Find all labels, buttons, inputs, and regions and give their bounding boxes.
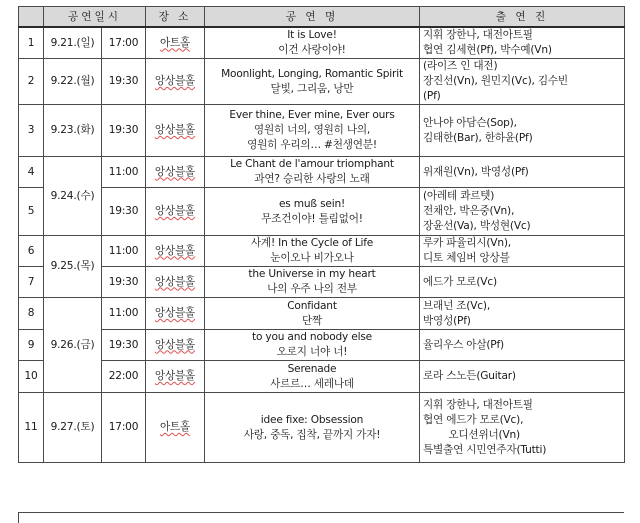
venue-label: 앙상블홀 — [154, 338, 196, 351]
performer-line: 지휘 장한나, 대전아트필 — [423, 398, 533, 411]
performer-line: 전채안, 박은중(Vn), — [423, 205, 515, 217]
performance-time: 19:30 — [102, 105, 146, 157]
title-line: 사랑, 중독, 집착, 끝까지 가자! — [243, 428, 381, 441]
title-line: 나의 우주 나의 전부 — [267, 283, 357, 295]
header-performers: 출 연 진 — [420, 7, 625, 28]
title-line: to you and nobody else — [252, 331, 372, 343]
header-datetime: 공연일시 — [44, 7, 146, 28]
title-line: 이건 사랑이야! — [278, 44, 346, 56]
table-row — [19, 361, 625, 393]
performer-line: 협연 에드가 모로(Vc), — [423, 413, 524, 426]
performance-venue — [146, 157, 205, 188]
row-number: 1 — [19, 27, 44, 59]
performer-line: 장윤선(Va), 박성현(Vc) — [423, 220, 531, 232]
performer-line: 율리우스 아살(Pf) — [423, 338, 504, 351]
row-number: 6 — [19, 236, 44, 267]
title-line: idee fixe: Obsession — [260, 413, 364, 426]
performance-title — [205, 393, 420, 463]
performance-time: 11:00 — [102, 157, 146, 188]
performance-venue — [146, 393, 205, 463]
performer-line: 브래넌 조(Vc), — [423, 299, 491, 312]
title-line: 오로지 너야 너! — [276, 346, 348, 358]
bottom-corner-tick — [18, 512, 19, 523]
title-line: 과연? 승리한 사랑의 노래 — [254, 173, 370, 185]
performance-title — [205, 330, 420, 361]
title-line: 사르르… 세레나데 — [270, 377, 354, 390]
performance-date: 9.23.(화) — [44, 105, 102, 157]
row-number: 9 — [19, 330, 44, 361]
table-row — [19, 27, 625, 59]
table-row — [19, 393, 625, 463]
performer-line: 디토 체임버 앙상블 — [423, 252, 510, 264]
header-row — [19, 7, 625, 28]
performer-line: 안나야 아담슨(Sop), — [423, 116, 517, 129]
performers — [420, 59, 625, 105]
title-line: 영원히 우리의… #천생연분! — [247, 139, 377, 151]
performance-title — [205, 267, 420, 298]
row-number: 10 — [19, 361, 44, 393]
performance-time: 22:00 — [102, 361, 146, 393]
title-line: Ever thine, Ever mine, Ever ours — [229, 109, 395, 121]
performance-time: 19:30 — [102, 59, 146, 105]
performer-line: (Pf) — [423, 90, 441, 102]
table-row — [19, 157, 625, 188]
table-row — [19, 59, 625, 105]
row-number: 3 — [19, 105, 44, 157]
performer-line: 김태한(Bar), 한하윤(Pf) — [423, 131, 533, 144]
row-number: 2 — [19, 59, 44, 105]
title-line: Serenade — [287, 362, 337, 375]
row-number: 5 — [19, 188, 44, 236]
venue-label: 앙상블홀 — [154, 75, 196, 87]
performance-time: 17:00 — [102, 393, 146, 463]
performer-line: (아레테 콰르텟) — [423, 190, 495, 202]
title-line: 달빛, 그리움, 낭만 — [270, 82, 354, 95]
performer-line: 박영성(Pf) — [423, 314, 471, 327]
table-row — [19, 105, 625, 157]
performance-date: 9.25.(목) — [44, 236, 102, 298]
performance-title — [205, 105, 420, 157]
table-row — [19, 330, 625, 361]
venue-label: 앙상블홀 — [154, 205, 196, 217]
performance-title — [205, 157, 420, 188]
venue-label: 앙상블홀 — [154, 370, 196, 382]
venue-label: 아트홀 — [159, 421, 191, 433]
performance-title — [205, 236, 420, 267]
bottom-border — [18, 512, 624, 513]
performance-title — [205, 27, 420, 59]
performance-title — [205, 188, 420, 236]
performer-line: 지휘 장한나, 대전아트필 — [423, 29, 533, 41]
header-venue: 장 소 — [146, 7, 205, 28]
performance-schedule-table — [18, 6, 625, 463]
performers — [420, 105, 625, 157]
title-line: 무조건이야! 틀림없어! — [261, 212, 363, 225]
header-title: 공 연 명 — [205, 7, 420, 28]
performers — [420, 298, 625, 330]
performance-title — [205, 361, 420, 393]
title-line: 단짝 — [301, 314, 323, 327]
table-row — [19, 188, 625, 236]
venue-label: 앙상블홀 — [154, 307, 196, 319]
performer-line: 협연 김세현(Pf), 박수예(Vn) — [423, 44, 552, 56]
title-line: 영원히 너의, 영원히 나의, — [253, 124, 371, 136]
performance-venue — [146, 188, 205, 236]
performance-time: 17:00 — [102, 27, 146, 59]
performers — [420, 330, 625, 361]
performance-venue — [146, 330, 205, 361]
performance-time: 11:00 — [102, 298, 146, 330]
header-number — [19, 7, 44, 28]
performance-venue — [146, 361, 205, 393]
performer-line: 루카 파율리시(Vn), — [423, 237, 511, 249]
performance-venue — [146, 236, 205, 267]
performance-title — [205, 298, 420, 330]
performer-line: 위재원(Vn), 박영성(Pf) — [423, 165, 529, 178]
venue-label: 아트홀 — [159, 36, 191, 49]
table-row — [19, 236, 625, 267]
row-number: 4 — [19, 157, 44, 188]
performance-venue — [146, 27, 205, 59]
performance-time: 19:30 — [102, 330, 146, 361]
performance-time: 11:00 — [102, 236, 146, 267]
venue-label: 앙상블홀 — [154, 244, 196, 257]
performance-time: 19:30 — [102, 188, 146, 236]
performance-title — [205, 59, 420, 105]
performer-line: 에드가 모로(Vc) — [423, 275, 497, 288]
performer-line: (라이즈 인 대전) — [423, 60, 498, 72]
title-line: 눈이오나 비가오나 — [270, 252, 354, 264]
performers — [420, 236, 625, 267]
performance-venue — [146, 267, 205, 298]
performer-line: 장진선(Vn), 원민지(Vc), 김수빈 — [423, 75, 568, 87]
table-row — [19, 267, 625, 298]
performer-line: 특별출연 시민연주자(Tutti) — [423, 443, 547, 456]
performance-venue — [146, 298, 205, 330]
performers — [420, 188, 625, 236]
venue-label: 앙상블홀 — [154, 275, 196, 288]
performance-date: 9.22.(월) — [44, 59, 102, 105]
performers — [420, 157, 625, 188]
title-line: It is Love! — [287, 29, 337, 41]
row-number: 8 — [19, 298, 44, 330]
performer-line: 오디션위너(Vn) — [423, 428, 520, 441]
performer-line: 로라 스노든(Guitar) — [423, 370, 516, 382]
performance-venue — [146, 59, 205, 105]
performance-date: 9.21.(일) — [44, 27, 102, 59]
title-line: Le Chant de l'amour triomphant — [230, 158, 394, 170]
title-line: Confidant — [287, 299, 337, 312]
performers — [420, 393, 625, 463]
performance-date: 9.24.(수) — [44, 157, 102, 236]
row-number: 11 — [19, 393, 44, 463]
table-row — [19, 298, 625, 330]
title-line: 사계! In the Cycle of Life — [250, 237, 374, 249]
title-line: es muß sein! — [278, 197, 346, 210]
performers — [420, 267, 625, 298]
title-line: Moonlight, Longing, Romantic Spirit — [221, 67, 403, 80]
performers — [420, 27, 625, 59]
performance-time: 19:30 — [102, 267, 146, 298]
performance-date: 9.26.(금) — [44, 298, 102, 393]
performance-date: 9.27.(토) — [44, 393, 102, 463]
performance-venue — [146, 105, 205, 157]
venue-label: 앙상블홀 — [154, 124, 196, 136]
performers — [420, 361, 625, 393]
title-line: the Universe in my heart — [248, 268, 376, 280]
row-number: 7 — [19, 267, 44, 298]
venue-label: 앙상블홀 — [154, 165, 196, 178]
